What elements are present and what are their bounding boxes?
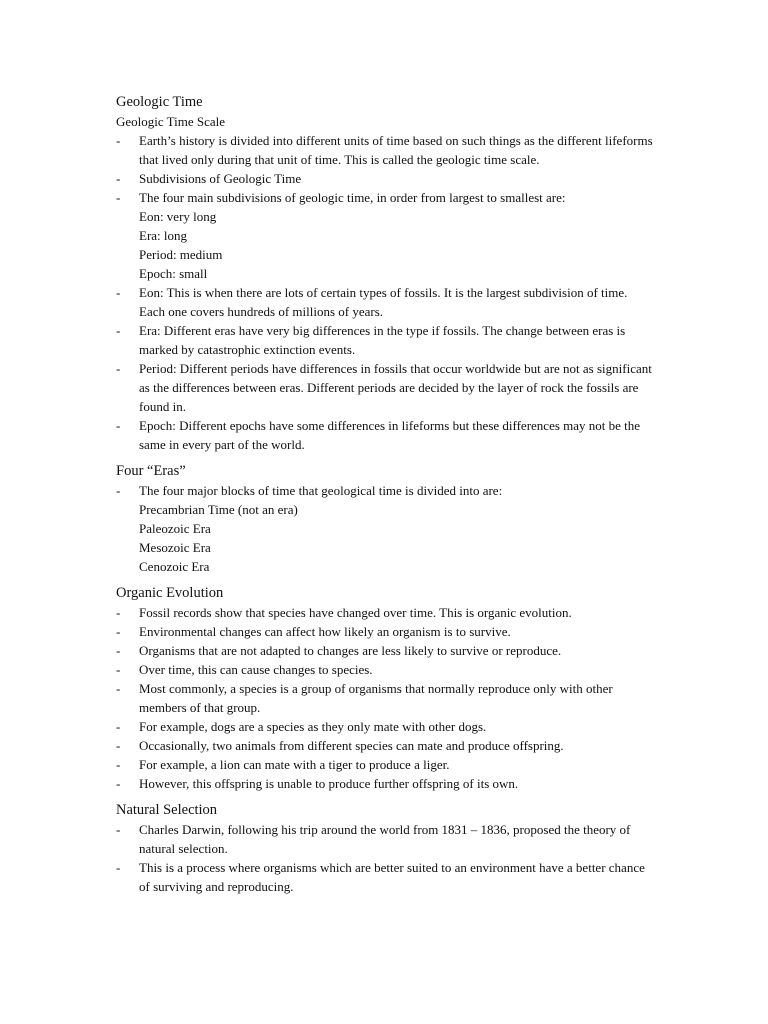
list-item [116, 641, 656, 660]
item-text: Era: Different eras have very big differences in the type if fossils. The change between eras is marked by catastrophic extinction events. [139, 323, 626, 357]
item-text: For example, a lion can mate with a tiger to produce a liger. [139, 757, 450, 772]
list-item [116, 736, 656, 755]
list-item [116, 858, 656, 896]
list-item [116, 679, 656, 717]
list-item [116, 321, 656, 359]
bullet-dash: - [116, 738, 121, 753]
bullet-dash: - [116, 133, 121, 148]
item-text: Organisms that are not adapted to changes are less likely to survive or reproduce. [139, 643, 562, 658]
bullet-dash: - [116, 643, 121, 658]
item-text: However, this offspring is unable to produce further offspring of its own. [139, 776, 519, 791]
subdivision-definitions-list [116, 283, 656, 454]
bullet-dash: - [116, 822, 121, 837]
item-text: Eon: This is when there are lots of certain types of fossils. It is the largest subdivision of time. Each one covers hundreds of millions of years. [139, 285, 628, 319]
sublist-item: Eon: very long [139, 209, 217, 224]
item-text: The four main subdivisions of geologic time, in order from largest to smallest are: [139, 190, 566, 205]
bullet-dash: - [116, 361, 121, 376]
list-item [116, 660, 656, 679]
doc-title: Geologic Time [116, 94, 203, 110]
bullet-dash: - [116, 757, 121, 772]
list-item [116, 774, 656, 793]
item-text: Charles Darwin, following his trip around the world from 1831 – 1836, proposed the theory of natural selection. [139, 822, 631, 856]
item-text: Most commonly, a species is a group of organisms that normally reproduce only with other members of that group. [139, 681, 613, 715]
bullet-dash: - [116, 624, 121, 639]
item-text: This is a process where organisms which are better suited to an environment have a better chance of surviving and reproducing. [139, 860, 645, 894]
organic-evolution-list [116, 603, 656, 793]
list-item [116, 188, 656, 207]
item-text: Fossil records show that species have changed over time. This is organic evolution. [139, 605, 572, 620]
list-item [116, 755, 656, 774]
item-text: Epoch: Different epochs have some differences in lifeforms but these differences may not be the same in every part of the world. [139, 418, 641, 452]
bullet-dash: - [116, 776, 121, 791]
list-item [116, 169, 656, 188]
sublist-item: Mesozoic Era [139, 540, 211, 555]
list-item [116, 131, 656, 169]
list-item [116, 359, 656, 416]
bullet-dash: - [116, 171, 121, 186]
bullet-dash: - [116, 285, 121, 300]
item-text: The four major blocks of time that geological time is divided into are: [139, 483, 503, 498]
section-heading-natural-selection: Natural Selection [116, 802, 218, 818]
bullet-dash: - [116, 483, 121, 498]
section-heading-organic-evolution: Organic Evolution [116, 585, 224, 601]
item-text: Occasionally, two animals from different species can mate and produce offspring. [139, 738, 564, 753]
list-item [116, 820, 656, 858]
list-item [116, 717, 656, 736]
bullet-dash: - [116, 860, 121, 875]
bullet-dash: - [116, 418, 121, 433]
item-text: Period: Different periods have differences in fossils that occur worldwide but are not as significant as the differences between eras. Different periods are decided by the layer of rock the fossils are found in. [139, 361, 652, 414]
item-text: Earth’s history is divided into different units of time based on such things as the different lifeforms that lived only during that unit of time. This is called the geologic time scale. [139, 133, 653, 167]
list-item [116, 283, 656, 321]
sublist-item: Cenozoic Era [139, 559, 210, 574]
sublist-item: Precambrian Time (not an era) [139, 502, 298, 517]
list-item [116, 603, 656, 622]
four-eras-list [116, 481, 656, 500]
natural-selection-list [116, 820, 656, 896]
bullet-dash: - [116, 190, 121, 205]
doc-subtitle: Geologic Time Scale [116, 114, 226, 129]
sublist-item: Period: medium [139, 247, 223, 262]
bullet-dash: - [116, 605, 121, 620]
item-text: For example, dogs are a species as they only mate with other dogs. [139, 719, 487, 734]
document-body [116, 93, 656, 896]
sublist-item: Paleozoic Era [139, 521, 211, 536]
bullet-dash: - [116, 662, 121, 677]
item-text: Environmental changes can affect how likely an organism is to survive. [139, 624, 511, 639]
item-text: Over time, this can cause changes to species. [139, 662, 373, 677]
sublist-item: Epoch: small [139, 266, 208, 281]
list-item [116, 622, 656, 641]
list-item [116, 416, 656, 454]
bullet-dash: - [116, 323, 121, 338]
list-item [116, 481, 656, 500]
geologic-time-list [116, 131, 656, 207]
sublist-item: Era: long [139, 228, 188, 243]
item-text: Subdivisions of Geologic Time [139, 171, 302, 186]
bullet-dash: - [116, 681, 121, 696]
section-heading-four-eras: Four “Eras” [116, 463, 186, 479]
bullet-dash: - [116, 719, 121, 734]
